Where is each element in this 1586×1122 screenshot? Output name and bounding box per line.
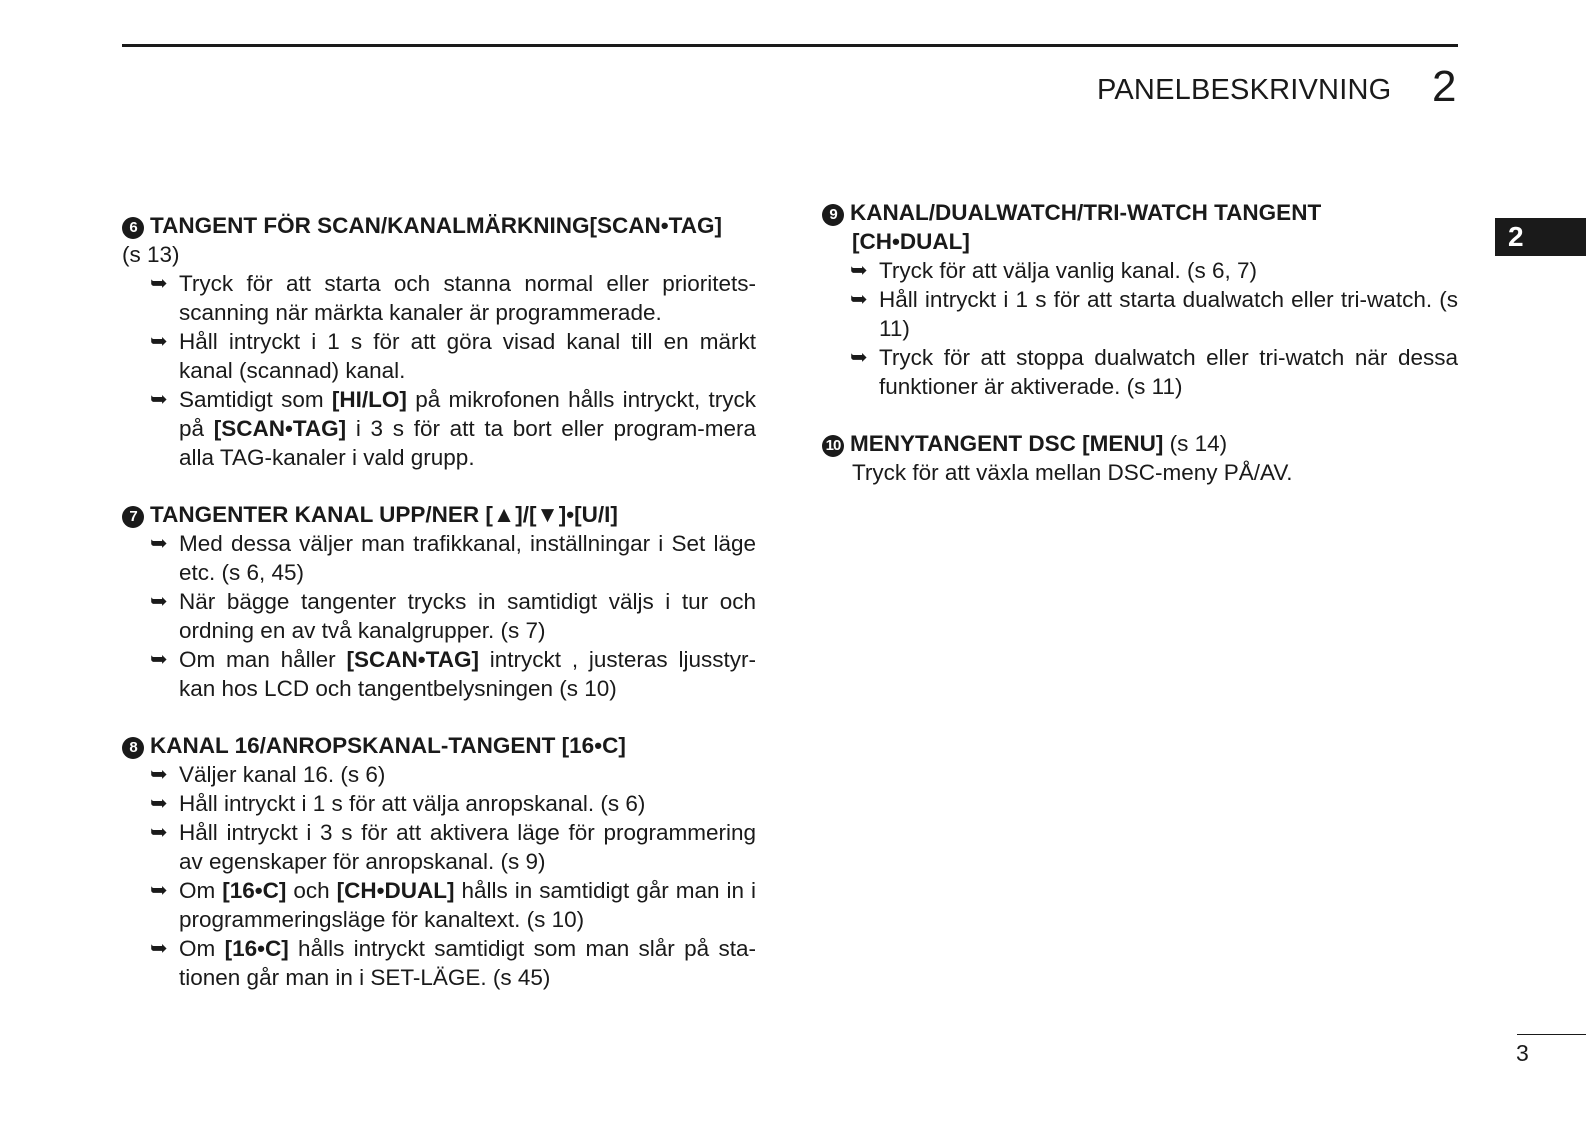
arrow-bullet-icon: ➥: [150, 590, 168, 613]
list-item: [122, 876, 756, 934]
list-item: [122, 327, 756, 385]
bullet-list: [122, 269, 756, 472]
list-item: [822, 256, 1458, 285]
arrow-bullet-icon: ➥: [850, 288, 868, 311]
section-10: [822, 429, 1458, 487]
text-run: på mikrofonen hålls intryckt, tryck på: [179, 387, 756, 441]
arrow-bullet-icon: ➥: [850, 346, 868, 369]
section-reference: (s 14): [1169, 431, 1228, 456]
key-label: [SCAN•TAG]: [346, 647, 479, 672]
arrow-bullet-icon: ➥: [150, 937, 168, 960]
arrow-bullet-icon: ➥: [150, 763, 168, 786]
key-label: [SCAN•TAG]: [213, 416, 347, 441]
left-column: [122, 211, 756, 1020]
list-item: [122, 269, 756, 327]
section-paragraph: Tryck för att växla mellan DSC-meny PÅ/AV.: [852, 460, 1293, 485]
circled-number-icon: 8: [122, 737, 144, 759]
arrow-bullet-icon: ➥: [150, 792, 168, 815]
arrow-bullet-icon: ➥: [150, 532, 168, 555]
section-7: [122, 500, 756, 703]
text-run: intryckt , justeras ljusstyr-kan hos LCD och tangentbelysningen (s 10): [179, 647, 756, 701]
list-item: [122, 385, 756, 472]
text-run: Håll intryckt i 1 s för att starta dualwatch eller tri-watch. (s 11): [879, 287, 1458, 341]
arrow-bullet-icon: ➥: [150, 879, 168, 902]
footer-rule: [1517, 1034, 1586, 1035]
section-9: [822, 198, 1458, 401]
text-run: Om man håller: [179, 647, 347, 672]
circled-number-icon: 9: [822, 204, 844, 226]
key-label: [16•C]: [222, 878, 287, 903]
text-run: Tryck för att stoppa dualwatch eller tri-watch när dessa funktioner är aktiverade. (s 11): [879, 345, 1458, 399]
section-heading: 8 KANAL 16/ANROPSKANAL-TANGENT [16•C]: [122, 731, 756, 760]
list-item: [122, 645, 756, 703]
text-run: Med dessa väljer man trafikkanal, inställningar i Set läge etc. (s 6, 45): [179, 531, 756, 585]
header-rule: [122, 44, 1458, 47]
key-label: [16•C]: [224, 936, 289, 961]
section-heading: 10 MENYTANGENT DSC [MENU] (s 14): [822, 429, 1458, 458]
text-run: Samtidigt som: [179, 387, 332, 412]
bullet-list: [122, 529, 756, 703]
list-item: [122, 760, 756, 789]
text-run: Håll intryckt i 3 s för att aktivera läge för programmering av egenskaper för anropskanal. (s 9): [179, 820, 756, 874]
list-item: [822, 285, 1458, 343]
section-reference: (s 13): [122, 242, 180, 267]
list-item: [822, 343, 1458, 401]
text-run: Väljer kanal 16. (s 6): [179, 762, 386, 787]
arrow-bullet-icon: ➥: [150, 272, 168, 295]
list-item: [122, 587, 756, 645]
list-item: [122, 789, 756, 818]
section-6: [122, 211, 756, 472]
text-run: Om: [179, 936, 225, 961]
section-heading: 6 TANGENT FÖR SCAN/KANALMÄRKNING[SCAN•TAG]: [122, 211, 756, 240]
text-run: Håll intryckt i 1 s för att välja anropskanal. (s 6): [179, 791, 646, 816]
arrow-bullet-icon: ➥: [150, 648, 168, 671]
chapter-number: 2: [1432, 62, 1457, 111]
key-label: [CH•DUAL]: [336, 878, 455, 903]
circled-number-icon: 6: [122, 217, 144, 239]
text-run: Tryck för att välja vanlig kanal. (s 6, 7): [879, 258, 1258, 283]
text-run: När bägge tangenter trycks in samtidigt väljs i tur och ordning en av två kanalgrupper. (s 7): [179, 589, 756, 643]
key-label: [HI/LO]: [331, 387, 407, 412]
page-number: 3: [1516, 1040, 1529, 1066]
list-item: [122, 529, 756, 587]
text-run: hålls in samtidigt går man in i programmeringsläge för kanaltext. (s 10): [179, 878, 756, 932]
section-heading: 9 KANAL/DUALWATCH/TRI-WATCH TANGENT: [822, 198, 1458, 227]
bullet-list: [822, 256, 1458, 401]
text-run: Håll intryckt i 1 s för att göra visad kanal till en märkt kanal (scannad) kanal.: [179, 329, 756, 383]
section-8: [122, 731, 756, 992]
text-run: i 3 s för att ta bort eller program-mera alla TAG-kanaler i vald grupp.: [179, 416, 756, 470]
section-heading-continued: [CH•DUAL]: [852, 229, 970, 254]
circled-number-icon: 10: [822, 435, 844, 457]
bullet-list: [122, 760, 756, 992]
chapter-title: PANELBESKRIVNING: [1097, 74, 1392, 106]
right-column: [822, 198, 1458, 515]
section-heading: 7 TANGENTER KANAL UPP/NER [▲]/[▼]•[U/I]: [122, 500, 756, 529]
arrow-bullet-icon: ➥: [150, 821, 168, 844]
text-run: Om: [179, 878, 223, 903]
list-item: [122, 818, 756, 876]
arrow-bullet-icon: ➥: [850, 259, 868, 282]
chapter-side-tab: 2: [1495, 218, 1586, 256]
circled-number-icon: 7: [122, 506, 144, 528]
arrow-bullet-icon: ➥: [150, 330, 168, 353]
text-run: Tryck för att starta och stanna normal eller prioritets-scanning när märkta kanaler är programmerade.: [179, 271, 756, 325]
arrow-bullet-icon: ➥: [150, 388, 168, 411]
list-item: [122, 934, 756, 992]
text-run: och: [286, 878, 337, 903]
text-run: hålls intryckt samtidigt som man slår på sta-tionen går man in i SET-LÄGE. (s 45): [179, 936, 756, 990]
